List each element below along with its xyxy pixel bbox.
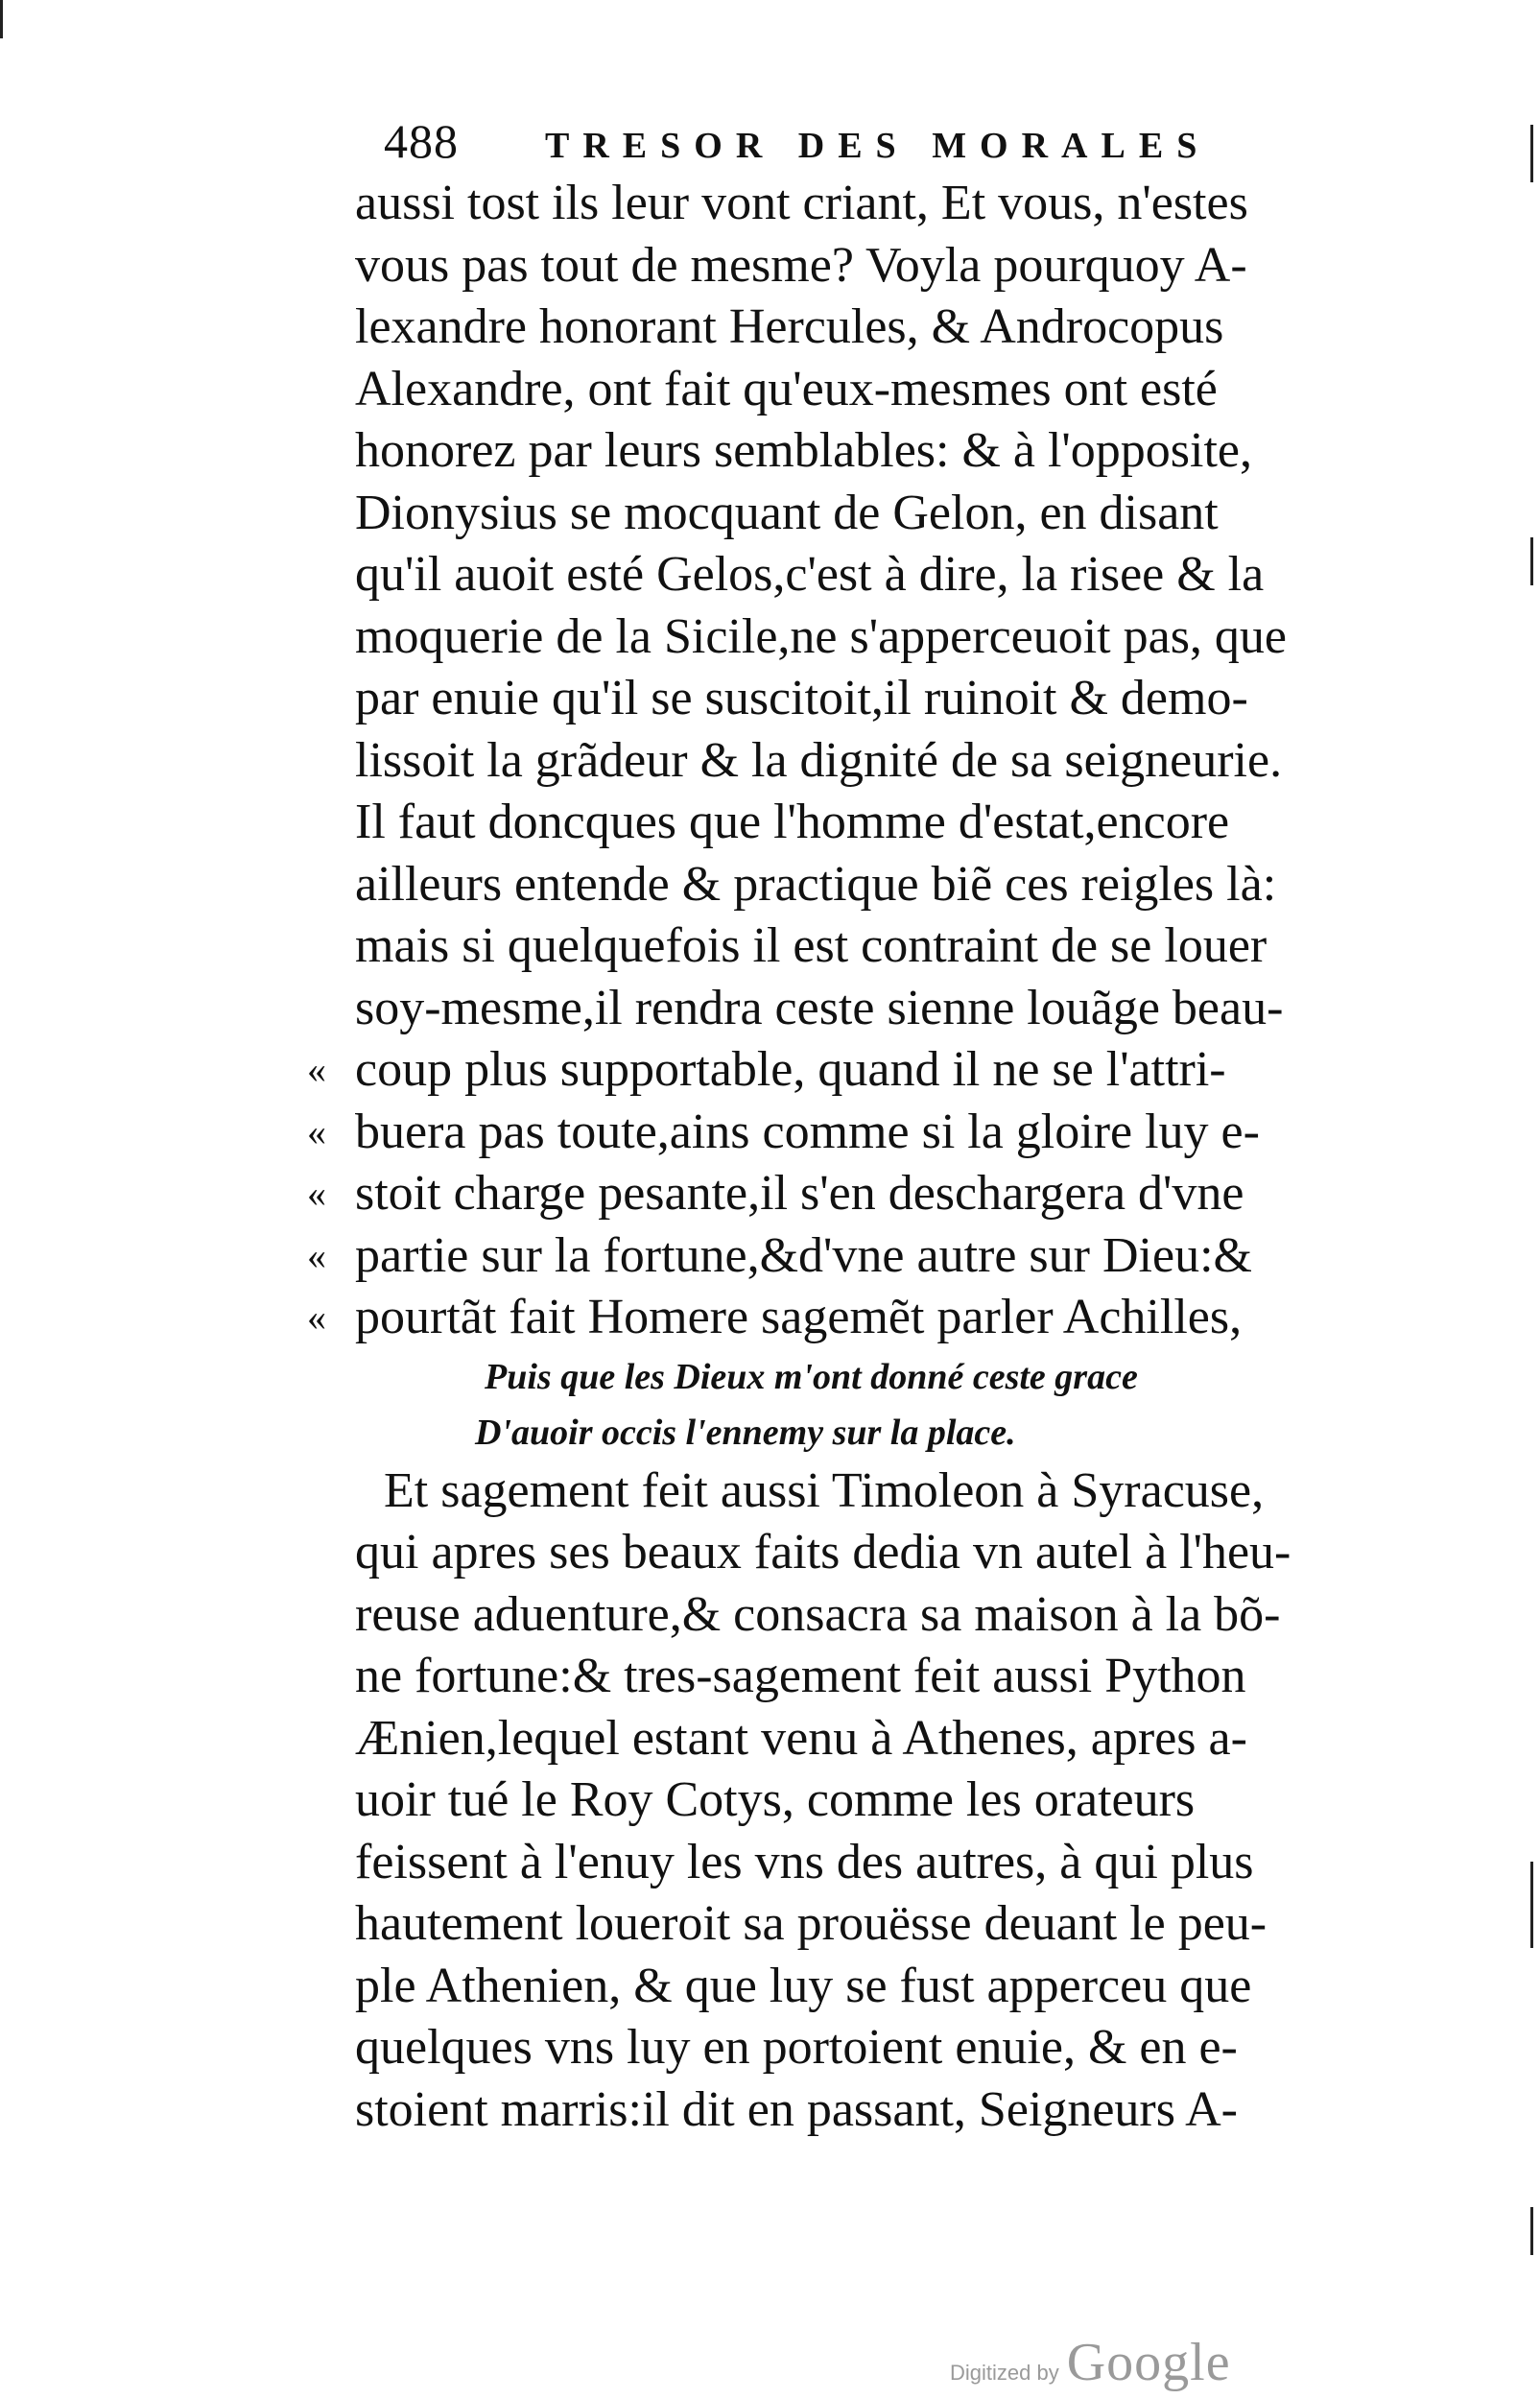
quoted-text: pourtãt fait Homere sagemẽt parler Achilles, [355, 1290, 1243, 1344]
text-line: quelques vns luy en portoient enuie, & en e- [355, 2020, 1238, 2075]
text-line: soy-mesme,il rendra ceste sienne louãge beau- [355, 980, 1284, 1035]
quoted-text: coup plus supportable, quand il ne se l'attri- [355, 1042, 1226, 1097]
scan-edge-mark [1530, 1862, 1533, 1948]
verse-quotation [355, 1349, 1315, 1461]
text-line: Dionysius se mocquant de Gelon, en disant [355, 485, 1219, 540]
text-line: honorez par leurs semblables: & à l'opposite, [355, 423, 1253, 478]
watermark-prefix: Digitized by [950, 2361, 1059, 2385]
text-line: ple Athenien, & que luy se fust apperceu que [355, 1958, 1252, 2013]
verse-line: Puis que les Dieux m'ont donné ceste grace [485, 1356, 1138, 1397]
text-line: par enuie qu'il se suscitoit,il ruinoit & demo- [355, 671, 1248, 725]
text-line: ailleurs entende & practique biẽ ces reigles là: [355, 856, 1277, 912]
text-line: moquerie de la Sicile,ne s'apperceuoit pas, que [355, 608, 1288, 664]
body-text [307, 173, 1315, 2141]
guillemet-marker: « [307, 1048, 326, 1091]
quoted-text: buera pas toute,ains comme si la gloire luy e- [355, 1104, 1260, 1159]
text-line: qu'il auoit esté Gelos,c'est à dire, la risee & la [355, 547, 1265, 602]
quoted-line [307, 1039, 1315, 1102]
quoted-line [307, 1287, 1315, 1349]
guillemet-marker: « [307, 1295, 326, 1339]
quoted-line [307, 1102, 1315, 1164]
text-line: Il faut doncques que l'homme d'estat,encore [355, 795, 1230, 849]
text-line: ne fortune:& tres-sagement feit aussi Python [355, 1649, 1246, 1703]
text-line: aussi tost ils leur vont criant, Et vous, n'estes [355, 176, 1248, 230]
text-line: vous pas tout de mesme? Voyla pourquoy A- [355, 237, 1247, 293]
scan-edge-mark [1530, 2207, 1533, 2255]
quoted-line [307, 1163, 1315, 1225]
text-line: Alexandre, ont fait qu'eux-mesmes ont esté [355, 361, 1218, 416]
text-line: Ænien,lequel estant venu à Athenes, apres a- [355, 1710, 1247, 1766]
text-line: hautement loueroit sa prouësse deuant le peu- [355, 1896, 1268, 1951]
scan-edge-mark [1530, 125, 1533, 182]
text-line: mais si quelquefois il est contraint de se louer [355, 918, 1268, 973]
page-number: 488 [384, 114, 459, 168]
text-line: stoient marris:il dit en passant, Seigneurs A- [355, 2081, 1238, 2137]
guillemet-marker: « [307, 1172, 326, 1215]
text-line: reuse aduenture,& consacra sa maison à la bõ- [355, 1586, 1281, 1642]
quoted-text: partie sur la fortune,&d'vne autre sur Dieu:& [355, 1227, 1252, 1283]
running-title: TRESOR DES MORALES [545, 126, 1211, 166]
text-line: Et sagement feit aussi Timoleon à Syracuse, [384, 1462, 1265, 1518]
text-line: lissoit la grãdeur & la dignité de sa seigneurie. [355, 732, 1283, 788]
page-header [384, 113, 1295, 171]
text-line: qui apres ses beaux faits dedia vn autel à l'heu- [355, 1525, 1291, 1580]
guillemet-marker: « [307, 1233, 326, 1277]
text-line: lexandre honorant Hercules, & Androcopus [355, 299, 1224, 354]
scan-edge-mark [1530, 537, 1533, 585]
digitization-watermark [950, 2332, 1231, 2393]
text-line: feissent à l'enuy les vns des autres, à qui plus [355, 1834, 1254, 1889]
scan-edge-mark [0, 0, 3, 38]
quoted-line [307, 1225, 1315, 1288]
guillemet-marker: « [307, 1109, 326, 1153]
verse-line: D'auoir occis l'ennemy sur la place. [475, 1412, 1016, 1453]
quoted-text: stoit charge pesante,il s'en deschargera d'vne [355, 1166, 1244, 1221]
google-logo: Google [1066, 2333, 1231, 2392]
text-line: uoir tué le Roy Cotys, comme les orateurs [355, 1772, 1196, 1827]
